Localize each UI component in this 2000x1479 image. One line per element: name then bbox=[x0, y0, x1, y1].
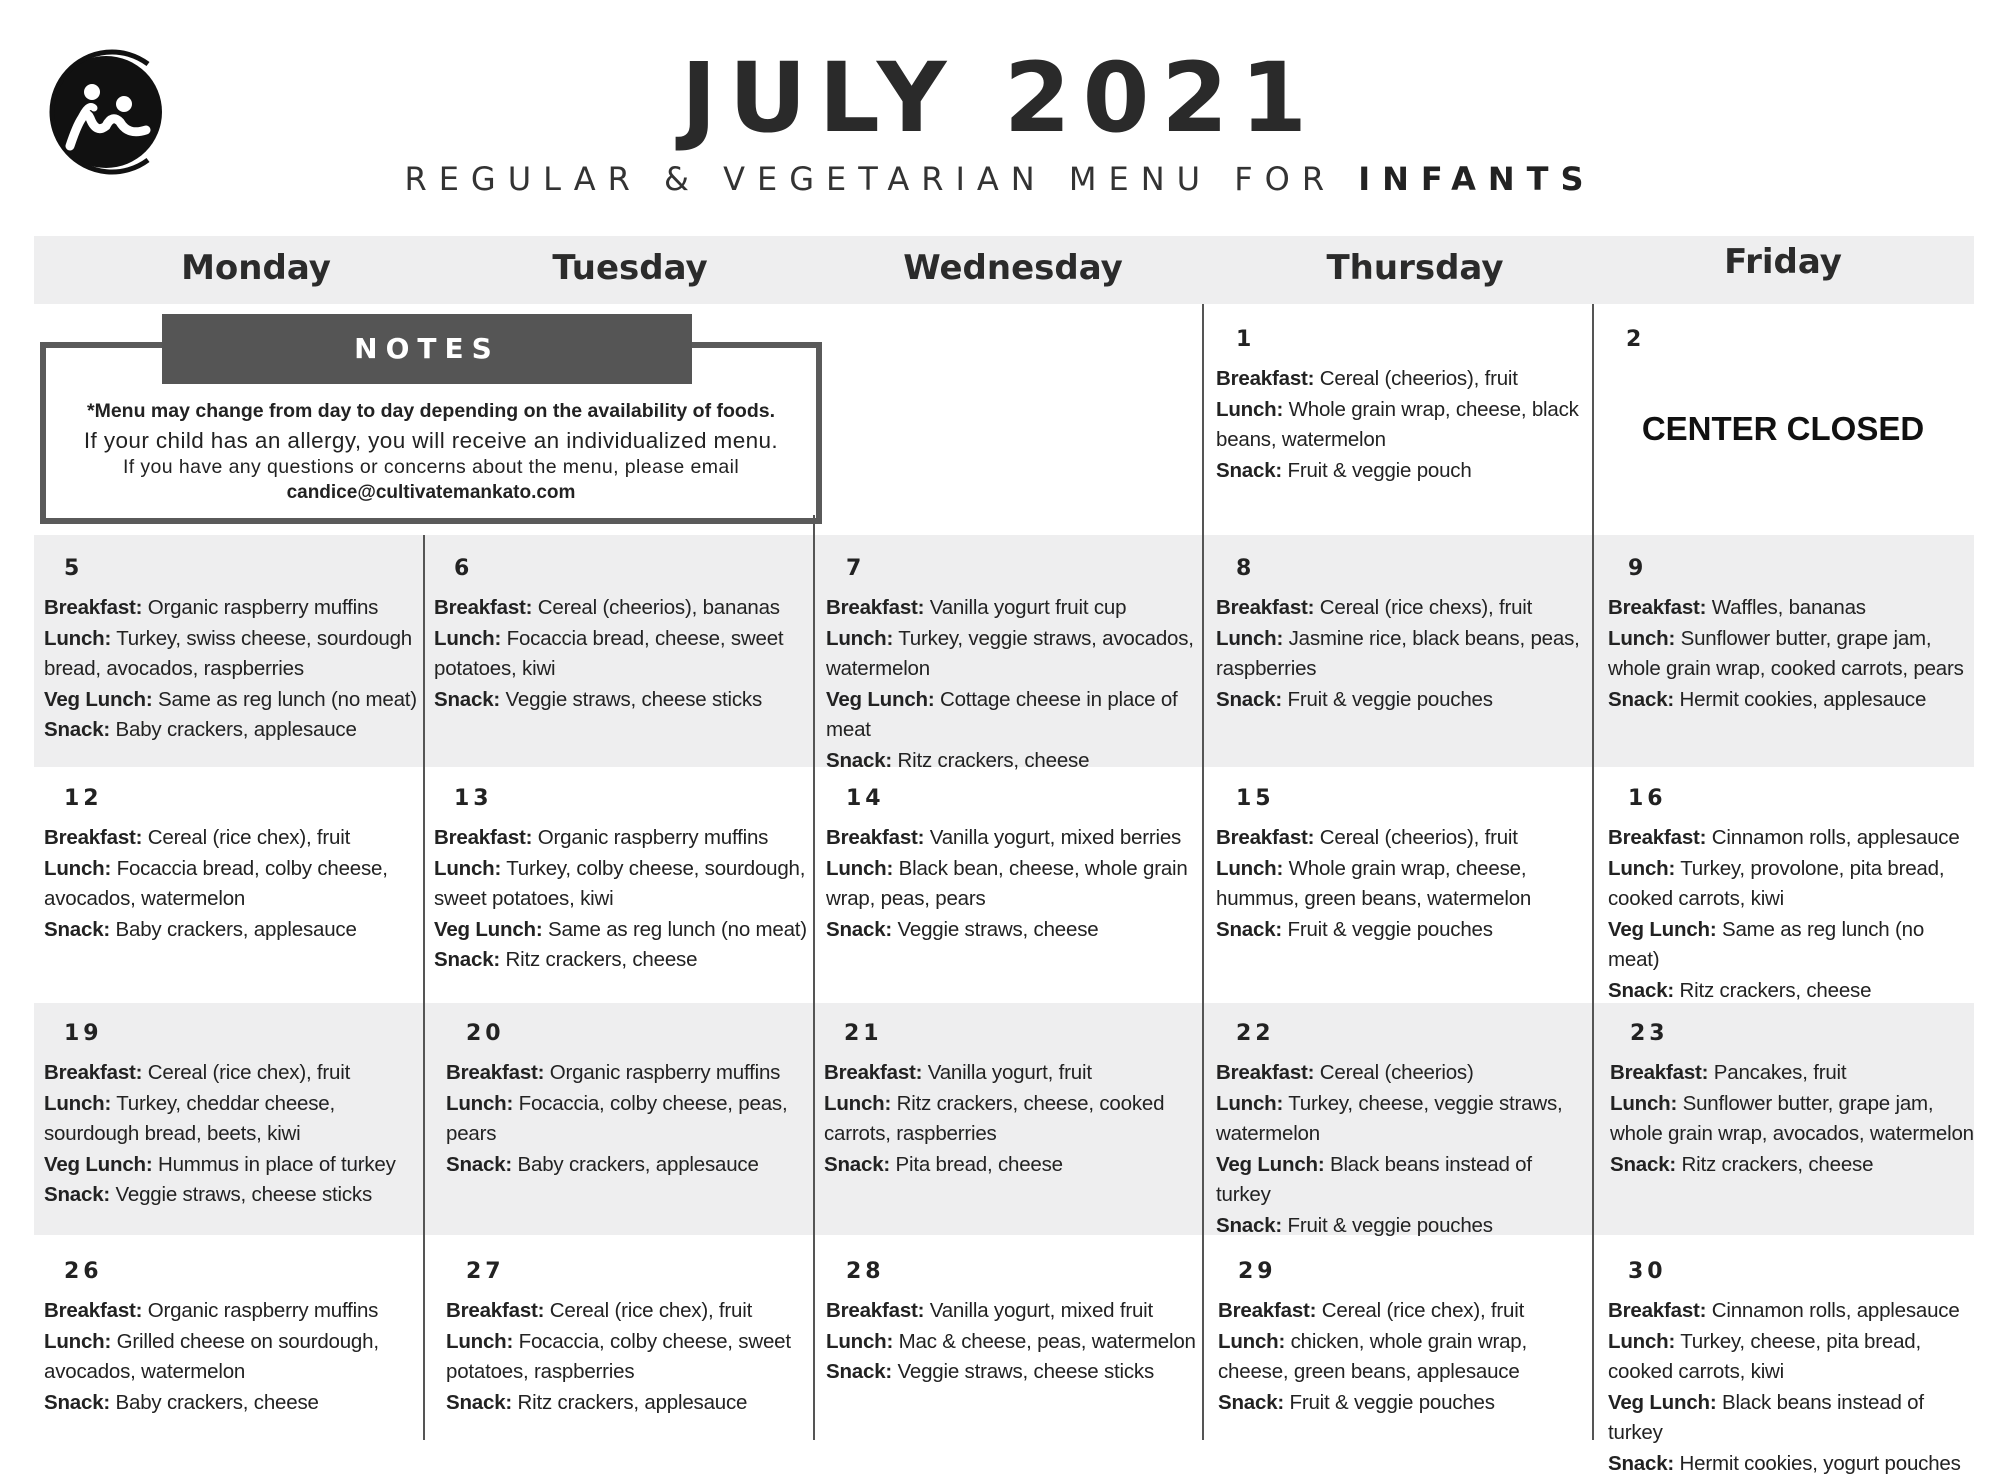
menu-line bbox=[826, 915, 1198, 946]
menu-line bbox=[1610, 1150, 1974, 1181]
weekday-friday: Friday bbox=[1592, 242, 1974, 282]
day-number: 9 bbox=[1628, 555, 1974, 583]
meal-items: Cereal (rice chex), fruit bbox=[142, 1061, 350, 1084]
day-number: 29 bbox=[1238, 1258, 1592, 1286]
meal-items: Veggie straws, cheese sticks bbox=[892, 1360, 1154, 1383]
meal-items: Ritz crackers, cheese bbox=[500, 948, 697, 971]
meal-items: Veggie straws, cheese sticks bbox=[110, 1183, 372, 1206]
meal-label: Breakfast: bbox=[446, 1061, 544, 1084]
meal-items: Organic raspberry muffins bbox=[532, 826, 768, 849]
meal-label: Snack: bbox=[826, 749, 892, 772]
meal-items: Fruit & veggie pouches bbox=[1284, 1391, 1495, 1414]
menu-line bbox=[824, 1058, 1198, 1089]
day-number: 22 bbox=[1236, 1020, 1588, 1048]
meal-label: Veg Lunch: bbox=[434, 918, 542, 941]
meal-items: Sunflower butter, grape jam, whole grain wrap, cooked carrots, pears bbox=[1608, 627, 1964, 681]
meal-items: Baby crackers, cheese bbox=[110, 1391, 319, 1414]
page-subtitle bbox=[0, 160, 2000, 198]
column-divider bbox=[1592, 304, 1594, 1440]
menu-line bbox=[1216, 685, 1588, 716]
meal-label: Breakfast: bbox=[826, 1299, 924, 1322]
meal-label: Veg Lunch: bbox=[44, 1153, 152, 1176]
meal-label: Lunch: bbox=[434, 627, 501, 650]
meal-label: Snack: bbox=[44, 918, 110, 941]
menu-line bbox=[446, 1089, 812, 1150]
meal-items: Grilled cheese on sourdough, avocados, watermelon bbox=[44, 1330, 379, 1384]
meal-label: Breakfast: bbox=[1218, 1299, 1316, 1322]
day-number: 8 bbox=[1236, 555, 1588, 583]
meal-items: Ritz crackers, cheese bbox=[892, 749, 1089, 772]
meal-items: Focaccia, colby cheese, peas, pears bbox=[446, 1092, 787, 1146]
meal-items: Cereal (rice chexs), fruit bbox=[1314, 596, 1532, 619]
meal-items: Turkey, veggie straws, avocados, watermelon bbox=[826, 627, 1194, 681]
meal-label: Lunch: bbox=[826, 627, 893, 650]
menu-line bbox=[44, 715, 420, 746]
menu-line bbox=[1216, 823, 1588, 854]
day-number: 28 bbox=[846, 1258, 1198, 1286]
menu-line bbox=[1610, 1058, 1974, 1089]
day-number: 20 bbox=[466, 1020, 812, 1048]
meal-items: Fruit & veggie pouches bbox=[1282, 1214, 1493, 1237]
day-cell bbox=[826, 785, 1198, 945]
menu-line bbox=[826, 593, 1198, 624]
meal-label: Lunch: bbox=[1218, 1330, 1285, 1353]
meal-label: Breakfast: bbox=[1610, 1061, 1708, 1084]
center-closed-text: CENTER CLOSED bbox=[1592, 410, 1974, 448]
menu-line bbox=[434, 685, 810, 716]
weekday-thursday: Thursday bbox=[1203, 248, 1627, 288]
meal-items: Veggie straws, cheese sticks bbox=[500, 688, 762, 711]
day-number: 2 bbox=[1626, 326, 1972, 354]
meal-label: Snack: bbox=[446, 1153, 512, 1176]
meal-items: Waffles, bananas bbox=[1706, 596, 1866, 619]
meal-items: Cereal (rice chex), fruit bbox=[142, 826, 350, 849]
meal-label: Snack: bbox=[1608, 979, 1674, 1002]
menu-line bbox=[826, 854, 1198, 915]
meal-label: Lunch: bbox=[446, 1092, 513, 1115]
meal-items: Mac & cheese, peas, watermelon bbox=[893, 1330, 1196, 1353]
day-cell bbox=[1216, 555, 1588, 715]
menu-line bbox=[1216, 915, 1588, 946]
meal-label: Breakfast: bbox=[44, 1061, 142, 1084]
menu-line bbox=[434, 945, 810, 976]
menu-line bbox=[44, 1327, 420, 1388]
meal-label: Snack: bbox=[44, 1391, 110, 1414]
menu-line bbox=[434, 915, 810, 946]
meal-label: Breakfast: bbox=[1216, 367, 1314, 390]
meal-label: Snack: bbox=[1610, 1153, 1676, 1176]
meal-items: Cereal (cheerios), fruit bbox=[1314, 367, 1517, 390]
meal-items: Ritz crackers, cheese bbox=[1674, 979, 1871, 1002]
weekday-monday: Monday bbox=[34, 248, 478, 288]
notes-email[interactable]: candice@cultivatemankato.com bbox=[46, 482, 816, 504]
menu-line bbox=[434, 823, 810, 854]
day-cell bbox=[1608, 785, 1974, 1006]
menu-line bbox=[1608, 624, 1974, 685]
meal-items: Whole grain wrap, cheese, black beans, watermelon bbox=[1216, 398, 1579, 452]
day-cell bbox=[44, 785, 420, 945]
meal-label: Lunch: bbox=[1608, 1330, 1675, 1353]
meal-items: Fruit & veggie pouches bbox=[1282, 918, 1493, 941]
meal-items: Fruit & veggie pouches bbox=[1282, 688, 1493, 711]
meal-label: Breakfast: bbox=[1608, 596, 1706, 619]
menu-line bbox=[446, 1150, 812, 1181]
menu-line bbox=[1216, 364, 1592, 395]
meal-label: Veg Lunch: bbox=[826, 688, 934, 711]
menu-line bbox=[1608, 685, 1974, 716]
menu-line bbox=[434, 624, 810, 685]
meal-label: Lunch: bbox=[434, 857, 501, 880]
meal-items: Jasmine rice, black beans, peas, raspberries bbox=[1216, 627, 1580, 681]
menu-line bbox=[44, 685, 420, 716]
menu-line bbox=[1216, 1150, 1588, 1211]
meal-label: Snack: bbox=[44, 1183, 110, 1206]
meal-label: Veg Lunch: bbox=[1216, 1153, 1324, 1176]
meal-label: Veg Lunch: bbox=[1608, 918, 1716, 941]
meal-items: Same as reg lunch (no meat) bbox=[542, 918, 806, 941]
day-cell bbox=[1218, 1258, 1592, 1418]
meal-items: Pancakes, fruit bbox=[1708, 1061, 1846, 1084]
meal-items: Turkey, cheese, pita bread, cooked carrots, kiwi bbox=[1608, 1330, 1921, 1384]
meal-label: Breakfast: bbox=[44, 596, 142, 619]
subtitle-text: REGULAR & VEGETARIAN MENU FOR bbox=[404, 160, 1336, 198]
menu-line bbox=[434, 854, 810, 915]
meal-label: Lunch: bbox=[44, 1092, 111, 1115]
menu-line bbox=[446, 1388, 812, 1419]
menu-line bbox=[1608, 1296, 1974, 1327]
meal-items: Turkey, cheese, veggie straws, watermelon bbox=[1216, 1092, 1563, 1146]
menu-line bbox=[434, 593, 810, 624]
day-number: 5 bbox=[64, 555, 420, 583]
meal-items: Turkey, colby cheese, sourdough, sweet potatoes, kiwi bbox=[434, 857, 805, 911]
menu-line bbox=[446, 1327, 812, 1388]
meal-items: Cereal (cheerios), fruit bbox=[1314, 826, 1517, 849]
meal-label: Breakfast: bbox=[824, 1061, 922, 1084]
meal-items: Black bean, cheese, whole grain wrap, peas, pears bbox=[826, 857, 1188, 911]
meal-label: Veg Lunch: bbox=[44, 688, 152, 711]
meal-items: Baby crackers, applesauce bbox=[110, 918, 357, 941]
day-number: 1 bbox=[1236, 326, 1592, 354]
meal-label: Breakfast: bbox=[44, 1299, 142, 1322]
day-cell bbox=[1216, 326, 1592, 486]
meal-label: Snack: bbox=[1216, 1214, 1282, 1237]
meal-items: chicken, whole grain wrap, cheese, green beans, applesauce bbox=[1218, 1330, 1527, 1384]
menu-line bbox=[44, 1150, 420, 1181]
meal-label: Breakfast: bbox=[1216, 1061, 1314, 1084]
meal-items: Pita bread, cheese bbox=[890, 1153, 1063, 1176]
menu-line bbox=[826, 746, 1198, 777]
meal-items: Focaccia bread, colby cheese, avocados, watermelon bbox=[44, 857, 388, 911]
meal-label: Veg Lunch: bbox=[1608, 1391, 1716, 1414]
meal-label: Lunch: bbox=[446, 1330, 513, 1353]
menu-line bbox=[44, 854, 420, 915]
meal-label: Breakfast: bbox=[826, 596, 924, 619]
meal-items: Hermit cookies, yogurt pouches bbox=[1674, 1452, 1961, 1475]
day-number: 14 bbox=[846, 785, 1198, 813]
day-cell bbox=[446, 1020, 812, 1180]
meal-label: Breakfast: bbox=[434, 826, 532, 849]
menu-line bbox=[1216, 593, 1588, 624]
day-cell bbox=[1610, 1020, 1974, 1180]
menu-line bbox=[826, 685, 1198, 746]
menu-line bbox=[44, 593, 420, 624]
meal-items: Vanilla yogurt fruit cup bbox=[924, 596, 1126, 619]
meal-label: Lunch: bbox=[1216, 398, 1283, 421]
day-number: 26 bbox=[64, 1258, 420, 1286]
menu-line bbox=[1216, 395, 1592, 456]
meal-label: Snack: bbox=[824, 1153, 890, 1176]
menu-line bbox=[44, 1058, 420, 1089]
meal-label: Snack: bbox=[1218, 1391, 1284, 1414]
meal-items: Hummus in place of turkey bbox=[152, 1153, 395, 1176]
meal-items: Turkey, cheddar cheese, sourdough bread, beets, kiwi bbox=[44, 1092, 335, 1146]
weekday-wednesday: Wednesday bbox=[813, 248, 1213, 288]
menu-line bbox=[44, 915, 420, 946]
day-cell bbox=[434, 785, 810, 976]
meal-label: Lunch: bbox=[1608, 627, 1675, 650]
menu-line bbox=[44, 1089, 420, 1150]
meal-label: Breakfast: bbox=[434, 596, 532, 619]
meal-label: Snack: bbox=[1216, 688, 1282, 711]
day-number: 15 bbox=[1236, 785, 1588, 813]
meal-label: Snack: bbox=[826, 1360, 892, 1383]
day-number: 12 bbox=[64, 785, 420, 813]
meal-items: Hermit cookies, applesauce bbox=[1674, 688, 1926, 711]
menu-line bbox=[44, 624, 420, 685]
meal-items: Organic raspberry muffins bbox=[142, 596, 378, 619]
menu-line bbox=[826, 1296, 1198, 1327]
meal-label: Lunch: bbox=[1610, 1092, 1677, 1115]
meal-items: Cereal (cheerios), bananas bbox=[532, 596, 780, 619]
meal-items: Baby crackers, applesauce bbox=[512, 1153, 759, 1176]
day-cell bbox=[44, 1258, 420, 1418]
day-cell bbox=[1216, 785, 1588, 945]
meal-items: Cereal (rice chex), fruit bbox=[1316, 1299, 1524, 1322]
meal-items: Baby crackers, applesauce bbox=[110, 718, 357, 741]
notes-line-3: If you have any questions or concerns about the menu, please email bbox=[46, 456, 816, 479]
menu-line bbox=[1608, 854, 1974, 915]
menu-line bbox=[1608, 1449, 1974, 1479]
meal-label: Snack: bbox=[1608, 688, 1674, 711]
meal-items: Whole grain wrap, cheese, hummus, green beans, watermelon bbox=[1216, 857, 1531, 911]
meal-label: Lunch: bbox=[44, 627, 111, 650]
meal-items: Ritz crackers, cheese bbox=[1676, 1153, 1873, 1176]
meal-items: Turkey, provolone, pita bread, cooked carrots, kiwi bbox=[1608, 857, 1944, 911]
meal-label: Breakfast: bbox=[446, 1299, 544, 1322]
meal-items: Ritz crackers, applesauce bbox=[512, 1391, 747, 1414]
meal-items: Veggie straws, cheese bbox=[892, 918, 1098, 941]
meal-items: Turkey, swiss cheese, sourdough bread, avocados, raspberries bbox=[44, 627, 412, 681]
menu-line bbox=[826, 1327, 1198, 1358]
menu-line bbox=[1608, 823, 1974, 854]
menu-line bbox=[1608, 593, 1974, 624]
meal-label: Snack: bbox=[1216, 918, 1282, 941]
day-cell bbox=[1608, 1258, 1974, 1479]
menu-line bbox=[1216, 624, 1588, 685]
meal-items: Cottage cheese in place of meat bbox=[826, 688, 1178, 742]
meal-label: Lunch: bbox=[44, 1330, 111, 1353]
meal-label: Lunch: bbox=[824, 1092, 891, 1115]
day-cell bbox=[1608, 555, 1974, 715]
meal-label: Lunch: bbox=[44, 857, 111, 880]
subtitle-emphasis: INFANTS bbox=[1358, 160, 1595, 198]
menu-line bbox=[44, 1388, 420, 1419]
column-divider bbox=[813, 515, 815, 1440]
day-cell bbox=[1606, 326, 1972, 364]
meal-label: Snack: bbox=[434, 948, 500, 971]
meal-items: Vanilla yogurt, mixed fruit bbox=[924, 1299, 1153, 1322]
menu-line bbox=[824, 1150, 1198, 1181]
day-number: 27 bbox=[466, 1258, 812, 1286]
meal-label: Breakfast: bbox=[1608, 1299, 1706, 1322]
meal-items: Focaccia, colby cheese, sweet potatoes, raspberries bbox=[446, 1330, 791, 1384]
menu-line bbox=[1218, 1296, 1592, 1327]
page-title: JULY 2021 bbox=[0, 42, 2000, 154]
day-number: 30 bbox=[1628, 1258, 1974, 1286]
menu-line bbox=[44, 1296, 420, 1327]
meal-label: Breakfast: bbox=[1216, 826, 1314, 849]
menu-line bbox=[1218, 1327, 1592, 1388]
meal-label: Breakfast: bbox=[826, 826, 924, 849]
meal-label: Snack: bbox=[826, 918, 892, 941]
day-number: 19 bbox=[64, 1020, 420, 1048]
weekday-tuesday: Tuesday bbox=[400, 248, 860, 288]
menu-line bbox=[1216, 1211, 1588, 1242]
menu-line bbox=[1218, 1388, 1592, 1419]
menu-line bbox=[1610, 1089, 1974, 1150]
notes-line-1: *Menu may change from day to day depending on the availability of foods. bbox=[46, 400, 816, 423]
meal-items: Cinnamon rolls, applesauce bbox=[1706, 1299, 1959, 1322]
meal-items: Cinnamon rolls, applesauce bbox=[1706, 826, 1959, 849]
meal-label: Lunch: bbox=[1216, 627, 1283, 650]
day-cell bbox=[44, 1020, 420, 1211]
menu-line bbox=[826, 624, 1198, 685]
meal-label: Lunch: bbox=[1216, 1092, 1283, 1115]
menu-line bbox=[826, 823, 1198, 854]
notes-label: NOTES bbox=[162, 314, 692, 384]
menu-line bbox=[1216, 1058, 1588, 1089]
day-number: 6 bbox=[454, 555, 810, 583]
meal-items: Cereal (rice chex), fruit bbox=[544, 1299, 752, 1322]
column-divider bbox=[423, 535, 425, 1440]
meal-label: Breakfast: bbox=[1216, 596, 1314, 619]
day-number: 21 bbox=[844, 1020, 1198, 1048]
day-cell bbox=[826, 555, 1198, 776]
day-cell bbox=[1216, 1020, 1588, 1241]
menu-line bbox=[1216, 854, 1588, 915]
meal-items: Fruit & veggie pouch bbox=[1282, 459, 1472, 482]
meal-items: Cereal (cheerios) bbox=[1314, 1061, 1473, 1084]
day-cell bbox=[434, 555, 810, 715]
meal-label: Snack: bbox=[1608, 1452, 1674, 1475]
meal-label: Breakfast: bbox=[1608, 826, 1706, 849]
day-number: 16 bbox=[1628, 785, 1974, 813]
day-number: 7 bbox=[846, 555, 1198, 583]
day-number: 13 bbox=[454, 785, 810, 813]
menu-line bbox=[1216, 456, 1592, 487]
meal-items: Black beans instead of turkey bbox=[1608, 1391, 1924, 1445]
menu-line bbox=[1608, 915, 1974, 976]
menu-line bbox=[824, 1089, 1198, 1150]
meal-items: Ritz crackers, cheese, cooked carrots, raspberries bbox=[824, 1092, 1164, 1146]
meal-items: Focaccia bread, cheese, sweet potatoes, kiwi bbox=[434, 627, 783, 681]
day-cell bbox=[446, 1258, 812, 1418]
meal-items: Same as reg lunch (no meat) bbox=[1608, 918, 1924, 972]
menu-line bbox=[826, 1357, 1198, 1388]
menu-line bbox=[1216, 1089, 1588, 1150]
meal-label: Snack: bbox=[434, 688, 500, 711]
menu-line bbox=[1608, 1327, 1974, 1388]
meal-label: Lunch: bbox=[1216, 857, 1283, 880]
meal-label: Lunch: bbox=[1608, 857, 1675, 880]
meal-label: Snack: bbox=[44, 718, 110, 741]
meal-label: Lunch: bbox=[826, 857, 893, 880]
meal-items: Vanilla yogurt, fruit bbox=[922, 1061, 1092, 1084]
day-cell bbox=[44, 555, 420, 746]
menu-line bbox=[44, 823, 420, 854]
day-number: 23 bbox=[1630, 1020, 1974, 1048]
meal-label: Snack: bbox=[446, 1391, 512, 1414]
menu-line bbox=[446, 1058, 812, 1089]
menu-line bbox=[1608, 976, 1974, 1007]
menu-line bbox=[446, 1296, 812, 1327]
meal-label: Snack: bbox=[1216, 459, 1282, 482]
meal-items: Same as reg lunch (no meat) bbox=[152, 688, 416, 711]
meal-items: Sunflower butter, grape jam, whole grain wrap, avocados, watermelon bbox=[1610, 1092, 1974, 1146]
meal-label: Lunch: bbox=[826, 1330, 893, 1353]
menu-line bbox=[44, 1180, 420, 1211]
day-cell bbox=[824, 1020, 1198, 1180]
menu-line bbox=[1608, 1388, 1974, 1449]
meal-items: Vanilla yogurt, mixed berries bbox=[924, 826, 1181, 849]
meal-items: Organic raspberry muffins bbox=[142, 1299, 378, 1322]
day-cell bbox=[826, 1258, 1198, 1388]
notes-line-2: If your child has an allergy, you will receive an individualized menu. bbox=[46, 428, 816, 454]
meal-label: Breakfast: bbox=[44, 826, 142, 849]
column-divider bbox=[1202, 304, 1204, 1440]
meal-items: Black beans instead of turkey bbox=[1216, 1153, 1532, 1207]
meal-items: Organic raspberry muffins bbox=[544, 1061, 780, 1084]
